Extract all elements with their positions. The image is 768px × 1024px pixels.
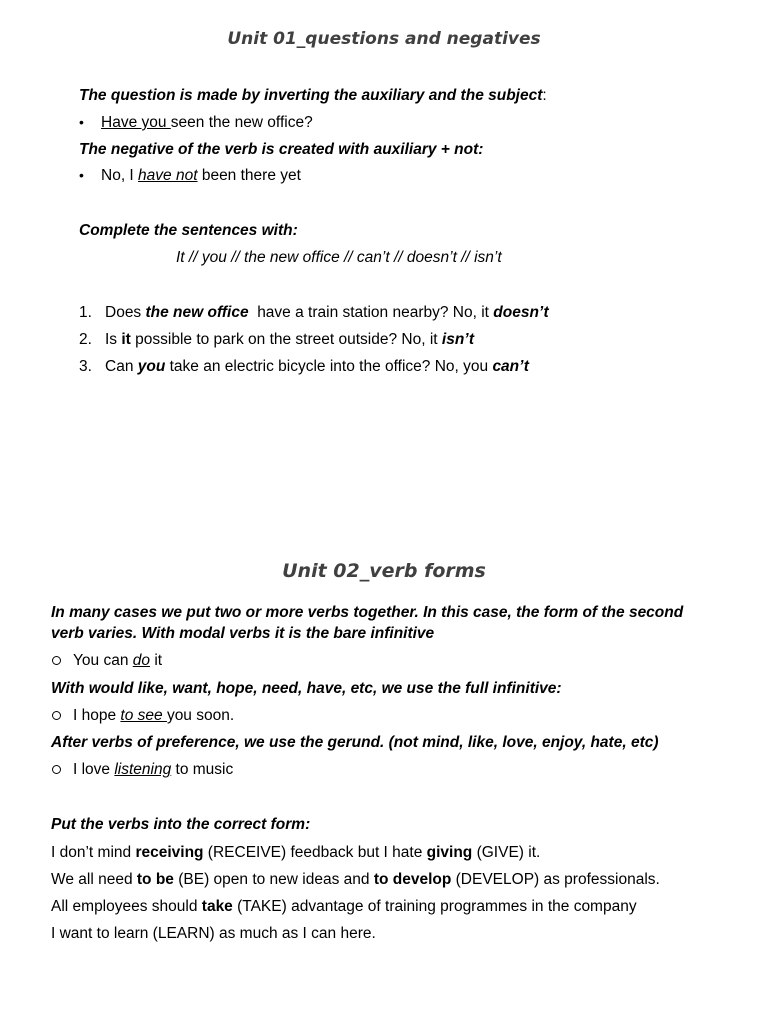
exercise-item: 2. Is it possible to park on the street outside? No, it isn’t [79,331,475,348]
exercise-item: 1. Does the new office have a train station nearby? No, it doesn’t [79,304,549,321]
intro-line-1: In many cases we put two or more verbs together. In this case, the form of the second [51,604,684,621]
infinitive-example: I hope to see you soon. [73,707,235,724]
negative-example: No, I have not been there yet [101,167,301,184]
circle-bullet-icon [52,765,61,774]
negative-rule: The negative of the verb is created with auxiliary + not: [79,141,484,158]
word-bank: It // you // the new office // can’t // doesn’t // isn’t [176,249,502,266]
circle-bullet-icon [52,711,61,720]
circle-bullet-icon [52,656,61,665]
exercise-line: I don’t mind receiving (RECEIVE) feedback but I hate giving (GIVE) it. [51,844,541,861]
unit1-title: Unit 01_questions and negatives [227,29,541,49]
question-example: Have you seen the new office? [101,114,313,131]
intro-line-2: verb varies. With modal verbs it is the bare infinitive [51,625,435,642]
exercise-line: All employees should take (TAKE) advantage of training programmes in the company [51,898,637,915]
exercise-item: 3. Can you take an electric bicycle into the office? No, you can’t [79,358,529,375]
complete-heading: Complete the sentences with: [79,222,298,239]
bullet-dot: • [79,167,84,183]
exercise-line: We all need to be (BE) open to new ideas and to develop (DEVELOP) as professionals. [51,871,660,888]
gerund-example: I love listening to music [73,761,234,778]
modal-example: You can do it [73,652,163,669]
question-rule: The question is made by inverting the auxiliary and the subject: [79,87,547,104]
exercise-line: I want to learn (LEARN) as much as I can here. [51,925,376,942]
unit2-title: Unit 02_verb forms [282,560,486,582]
infinitive-rule: With would like, want, hope, need, have, etc, we use the full infinitive: [51,680,562,697]
exercise-heading: Put the verbs into the correct form: [51,816,311,833]
gerund-rule: After verbs of preference, we use the gerund. (not mind, like, love, enjoy, hate, etc) [51,734,659,751]
bullet-dot: • [79,114,84,130]
